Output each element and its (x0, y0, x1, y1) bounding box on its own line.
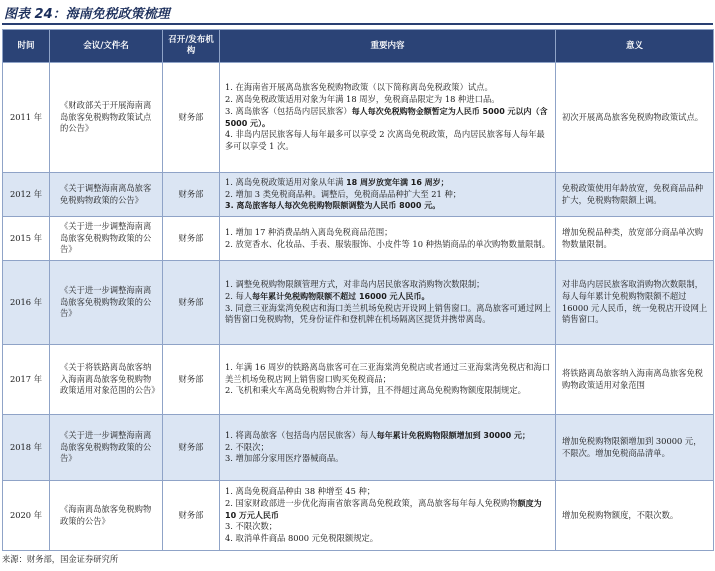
content-line (225, 200, 551, 212)
content-line (225, 239, 551, 251)
table-row (3, 173, 714, 217)
content-line (225, 82, 551, 94)
header-significance: 意义 (556, 30, 714, 63)
content-line (225, 177, 551, 189)
content-text: 3. 不限次数； (225, 521, 278, 532)
significance-cell: 增加免税购物限额增加到 30000 元，不限次。增加免税商品清单。 (556, 415, 714, 481)
content-text: 2. 离岛免税政策适用对象为年满 18 周岁，免税商品限定为 18 种进口品。 (225, 93, 500, 104)
content-line (225, 94, 551, 106)
content-text: 1. 在海南省开展离岛旅客免税购物政策（以下简称离岛免税政策）试点。 (225, 82, 493, 93)
issuer-cell: 财务部 (163, 415, 220, 481)
significance-cell: 增加免税购物额度，不限次数。 (556, 481, 714, 551)
content-text: 2. 每人 (225, 290, 253, 301)
year-cell: 2015 年 (3, 217, 50, 261)
content-text: 1. 将离岛旅客（包括岛内居民旅客）每人 (225, 429, 377, 440)
content-line (225, 442, 551, 454)
content-text: 1. 离岛免税政策适用对象从年满 (225, 176, 347, 187)
content-text: 3. 同意三亚海棠湾免税店和海口美兰机场免税店开设网上销售窗口。离岛旅客可通过网上销售窗口免税购物，凭身份证件和登机牌在机场隔离区提货并携带离岛。 (225, 302, 551, 325)
table-row (3, 63, 714, 173)
document-cell: 《关于进一步调整海南离岛旅客免税购物政策的公告》 (50, 217, 163, 261)
content-line (225, 453, 551, 465)
content-emphasis: 额度为 10 万元人民币 (225, 498, 542, 520)
significance-cell: 免税政策使用年龄放宽，免税商品品种扩大，免税购物限额上调。 (556, 173, 714, 217)
content-text: 2. 放宽香水、化妆品、手表、服装服饰、小皮件等 10 种热销商品的单次购物数量限制。 (225, 238, 551, 249)
content-text: 1. 年满 16 周岁的铁路离岛旅客可在三亚海棠湾免税店或者通过三亚海棠湾免税店和海口美兰机场免税店网上销售窗口购买免税商品； (225, 361, 551, 384)
content-text: 2. 不限次； (225, 441, 269, 452)
table-row (3, 481, 714, 551)
document-cell: 《海南离岛旅客免税购物政策的公告》 (50, 481, 163, 551)
content-line (225, 303, 551, 327)
issuer-cell: 财务部 (163, 261, 220, 345)
content-text: 4. 非岛内居民旅客每人每年最多可以享受 2 次离岛免税政策，岛内居民旅客每人每年最多可以享受 1 次。 (225, 129, 545, 152)
content-line (225, 533, 551, 545)
policy-table (2, 29, 714, 551)
significance-cell: 将铁路离岛旅客纳入海南离岛旅客免税购物政策适用对象范围 (556, 345, 714, 415)
header-content: 重要内容 (220, 30, 556, 63)
content-emphasis: 每年累计免税购物限额不超过 16000 元人民币。 (252, 291, 430, 301)
page-title: 图表 24：海南免税政策梳理 (4, 6, 170, 22)
content-line (225, 291, 551, 303)
header-issuer: 召开/发布机构 (163, 30, 220, 63)
content-text: 2. 国家财政部进一步优化海南省旅客离岛免税政策，离岛旅客每年每人免税购物 (225, 497, 518, 508)
content-line (225, 279, 551, 291)
content-emphasis: 18 周岁放宽年满 16 周岁； (346, 177, 449, 187)
content-text: 4. 取消单件商品 8000 元免税限额规定。 (225, 533, 379, 544)
content-cell (220, 63, 556, 173)
content-line (225, 486, 551, 498)
content-line (225, 129, 551, 153)
header-document: 会议/文件名 (50, 30, 163, 63)
content-emphasis: 3. 离岛旅客每人每次免税购物限额调整为人民币 8000 元。 (225, 201, 441, 211)
issuer-cell: 财务部 (163, 217, 220, 261)
content-line (225, 430, 551, 442)
content-line (225, 521, 551, 533)
document-cell: 《关于调整海南离岛旅客免税购物政策的公告》 (50, 173, 163, 217)
content-text: 3. 增加部分家用医疗器械商品。 (225, 453, 344, 464)
table-body (3, 63, 714, 551)
content-cell (220, 217, 556, 261)
year-cell: 2020 年 (3, 481, 50, 551)
issuer-cell: 财务部 (163, 63, 220, 173)
table-row (3, 217, 714, 261)
content-line (225, 385, 551, 397)
year-cell: 2017 年 (3, 345, 50, 415)
issuer-cell: 财务部 (163, 173, 220, 217)
content-text: 1. 离岛免税商品种由 38 种增至 45 种； (225, 486, 376, 496)
significance-cell: 对非岛内居民旅客取消购物次数限制，每人每年累计免税购物限额不超过 16000 元人民币，统一免税店开设网上销售窗口。 (556, 261, 714, 345)
content-cell (220, 345, 556, 415)
content-cell (220, 481, 556, 551)
content-cell (220, 173, 556, 217)
content-text: 3. 离岛旅客（包括岛内居民旅客） (225, 105, 352, 116)
table-row (3, 345, 714, 415)
significance-cell: 增加免税品种类，放宽部分商品单次购物数量限制。 (556, 217, 714, 261)
content-text: 1. 调整免税购物限额管理方式，对非岛内居民旅客取消购物次数限制； (225, 278, 485, 289)
document-cell: 《关于进一步调整海南离岛旅客免税购物政策的公告》 (50, 261, 163, 345)
document-cell: 《关于将铁路离岛旅客纳入海南离岛旅客免税购物政策适用对象范围的公告》 (50, 345, 163, 415)
header-time: 时间 (3, 30, 50, 63)
content-text: 2. 增加 3 类免税商品种。调整后，免税商品品种扩大至 21 种； (225, 188, 462, 199)
issuer-cell: 财务部 (163, 345, 220, 415)
content-line (225, 106, 551, 130)
year-cell: 2018 年 (3, 415, 50, 481)
content-line (225, 189, 551, 201)
title-divider (2, 23, 713, 25)
content-cell (220, 261, 556, 345)
table-row (3, 415, 714, 481)
table-header-row (3, 30, 714, 63)
source-note: 来源：财务部，国金证券研究所 (2, 554, 119, 564)
table-row (3, 261, 714, 345)
year-cell: 2011 年 (3, 63, 50, 173)
content-line (225, 362, 551, 386)
content-cell (220, 415, 556, 481)
content-text: 1. 增加 17 种消费品纳入离岛免税商品范围； (225, 226, 393, 237)
document-cell: 《关于进一步调整海南离岛旅客免税购物政策的公告》 (50, 415, 163, 481)
chart-title-bar (4, 2, 170, 22)
content-text: 2. 飞机和乘火车离岛免税购物合并计算，且不得超过离岛免税购物额度限制规定。 (225, 385, 526, 396)
content-line (225, 498, 551, 522)
document-cell: 《财政部关于开展海南离岛旅客免税购物政策试点的公告》 (50, 63, 163, 173)
content-emphasis: 每年累计免税购物限额增加到 30000 元； (376, 430, 531, 440)
content-line (225, 227, 551, 239)
issuer-cell: 财务部 (163, 481, 220, 551)
year-cell: 2012 年 (3, 173, 50, 217)
significance-cell: 初次开展离岛旅客免税购物政策试点。 (556, 63, 714, 173)
year-cell: 2016 年 (3, 261, 50, 345)
content-emphasis: 每人每次免税购物金额暂定为人民币 5000 元以内（含 5000 元）。 (225, 106, 548, 128)
